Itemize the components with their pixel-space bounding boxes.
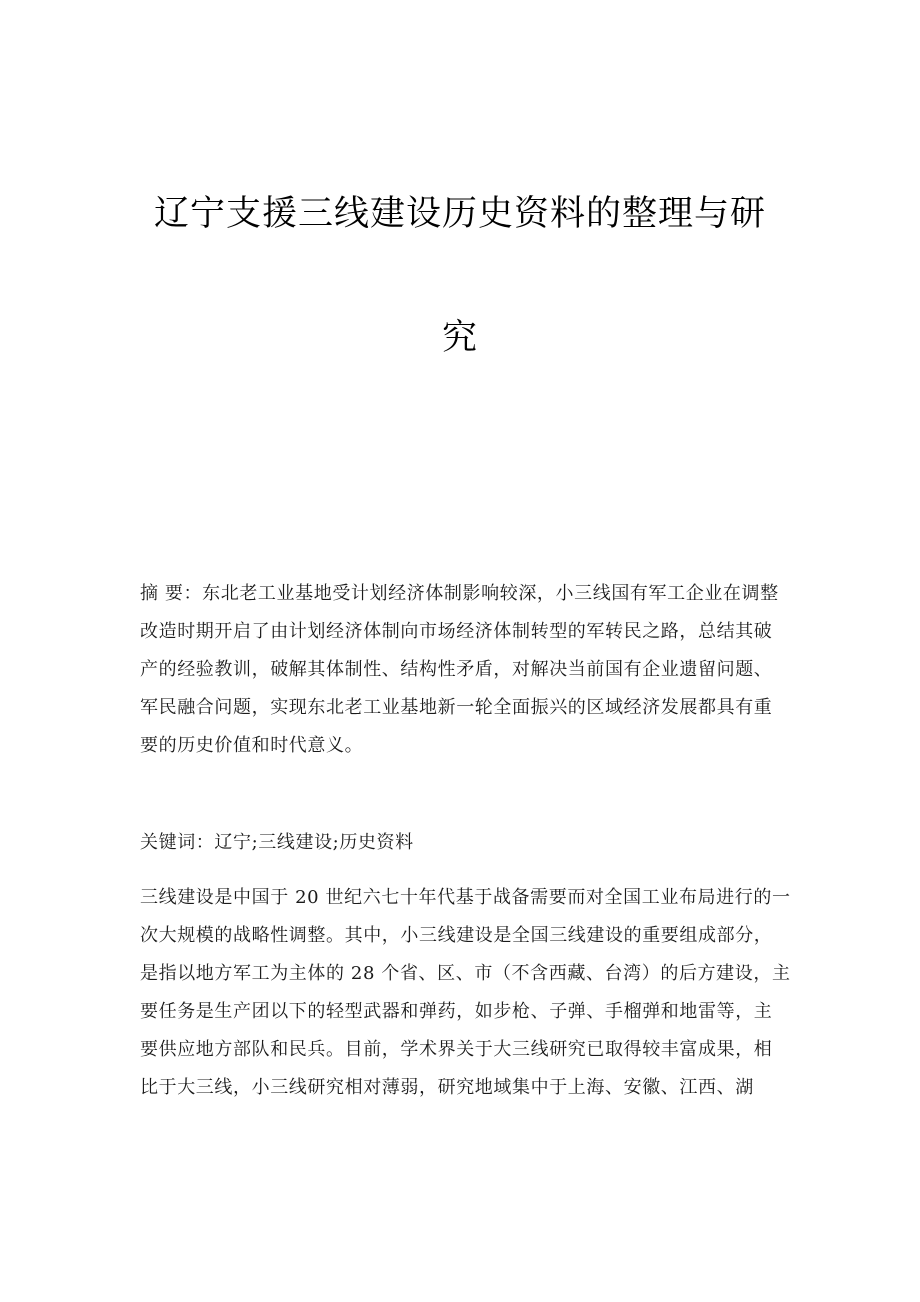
body-line: 要供应地方部队和民兵。目前，学术界关于大三线研究已取得较丰富成果，相: [140, 1039, 773, 1060]
document-title-line-1: 辽宁支援三线建设历史资料的整理与研: [153, 194, 766, 234]
body-line: 是指以地方军工为主体的 28 个省、区、市（不含西藏、台湾）的后方建设，主: [140, 963, 791, 984]
body-line: 要任务是生产团以下的轻型武器和弹药，如步枪、子弹、手榴弹和地雷等，主: [140, 1001, 773, 1022]
abstract-line: 改造时期开启了由计划经济体制向市场经济体制转型的军转民之路，总结其破: [140, 621, 773, 642]
document-title-line-2: 究: [441, 318, 478, 358]
abstract-line: 军民融合问题，实现东北老工业基地新一轮全面振兴的区域经济发展都具有重: [140, 697, 773, 718]
keywords-line: 关键词：辽宁;三线建设;历史资料: [140, 832, 414, 853]
abstract-line: 产的经验教训，破解其体制性、结构性矛盾，对解决当前国有企业遗留问题、: [140, 659, 773, 680]
body-line: 比于大三线，小三线研究相对薄弱，研究地域集中于上海、安徽、江西、湖: [140, 1077, 754, 1098]
body-line: 三线建设是中国于 20 世纪六七十年代基于战备需要而对全国工业布局进行的一: [140, 887, 791, 908]
body-line: 次大规模的战略性调整。其中，小三线建设是全国三线建设的重要组成部分，: [140, 925, 773, 946]
abstract-line: 要的历史价值和时代意义。: [140, 735, 364, 756]
abstract-line: 摘 要：东北老工业基地受计划经济体制影响较深，小三线国有军工企业在调整: [140, 583, 779, 604]
